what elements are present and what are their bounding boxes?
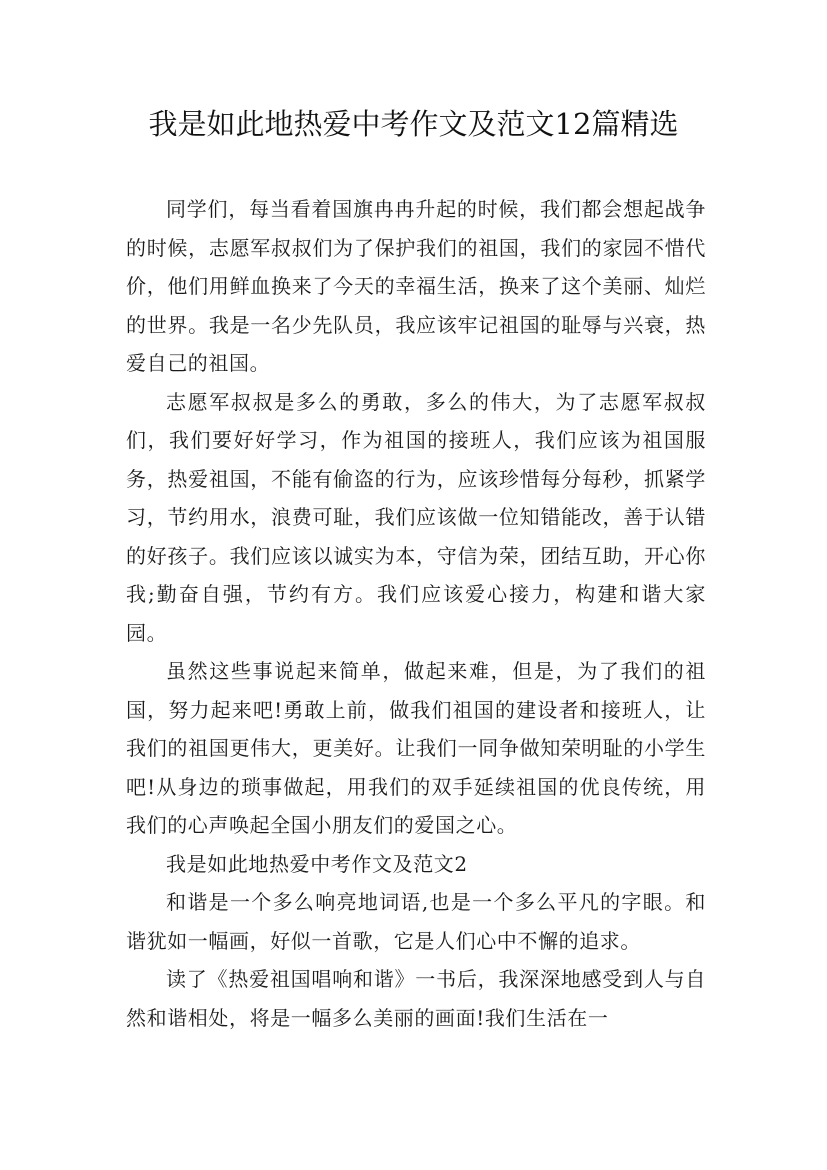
paragraph-1: 同学们，每当看着国旗冉冉升起的时候，我们都会想起战争的时候，志愿军叔叔们为了保护我们的祖国，我们的家园不惜代价，他们用鲜血换来了今天的幸福生活，换来了这个美丽、灿烂的世界。我是一名少先队员，我应该牢记祖国的耻辱与兴衰，热爱自己的祖国。 bbox=[126, 197, 706, 375]
paragraph-5: 读了《热爱祖国唱响和谐》一书后，我深深地感受到人与自然和谐相处，将是一幅多么美丽的画面!我们生活在一 bbox=[126, 967, 706, 1030]
document-title: 我是如此地热爱中考作文及范文12篇精选 bbox=[148, 107, 679, 141]
paragraph-3: 虽然这些事说起来简单，做起来难，但是，为了我们的祖国，努力起来吧!勇敢上前，做我们祖国的建设者和接班人，让我们的祖国更伟大，更美好。让我们一同争做知荣明耻的小学生吧!从身边的琐事做起，用我们的双手延续祖国的优良传统，用我们的心声唤起全国小朋友们的爱国之心。 bbox=[126, 659, 706, 837]
document-body bbox=[126, 190, 706, 1037]
paragraph-2: 志愿军叔叔是多么的勇敢，多么的伟大，为了志愿军叔叔们，我们要好好学习，作为祖国的接班人，我们应该为祖国服务，热爱祖国，不能有偷盗的行为，应该珍惜每分每秒，抓紧学习，节约用水，浪费可耻，我们应该做一位知错能改，善于认错的好孩子。我们应该以诚实为本，守信为荣，团结互助，开心你我;勤奋自强，节约有方。我们应该爱心接力，构建和谐大家园。 bbox=[126, 389, 706, 645]
section-heading-2: 我是如此地热爱中考作文及范文2 bbox=[166, 851, 468, 876]
paragraph-4: 和谐是一个多么响亮地词语,也是一个多么平凡的字眼。和谐犹如一幅画，好似一首歌，它是人们心中不懈的追求。 bbox=[126, 890, 706, 953]
